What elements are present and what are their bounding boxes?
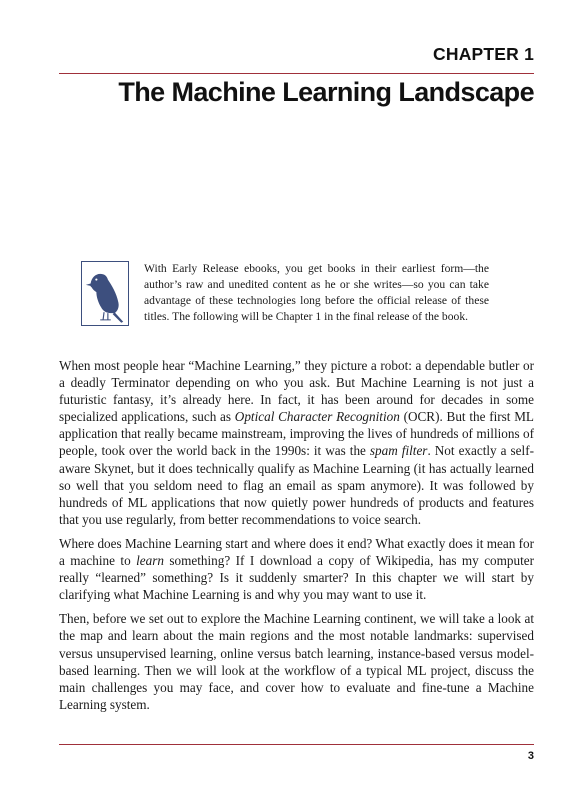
paragraph-2-part-a: Where does Machine Learning start and where does it end? What exactly does it mean for a machine to xyxy=(59,535,534,569)
paragraph-1 xyxy=(59,357,534,528)
paragraph-1-emphasis-spam: spam filter xyxy=(369,443,428,459)
crow-icon xyxy=(81,261,129,326)
page-number: 3 xyxy=(527,750,534,762)
footer-rule xyxy=(59,744,534,745)
paragraph-2 xyxy=(59,535,534,603)
paragraph-2-part-b: something? If I download a copy of Wikipedia, has my computer really “learned” something? Is it suddenly smarter? In this chapter we will start by clarifying what Machine Learning is and why you may want to use it. xyxy=(59,553,534,603)
paragraph-3: Then, before we set out to explore the Machine Learning continent, we will take a look at the map and learn about the main regions and the most notable landmarks: supervised versus unsupervised learning, online versus batch learning, instance-based versus model-based learning. Then we will look at the workflow of a typical ML project, discuss the main challenges you may face, and cover how to evaluate and fine-tune a Machine Learning system. xyxy=(59,611,534,712)
paragraph-1-part-a: When most people hear “Machine Learning,” they picture a robot: a dependable butler or a deadly Terminator depending on who you ask. But Machine Learning is not just a futuristic fantasy, it’s already here. In fact, it has been around for decades in some specialized applications, such as xyxy=(59,358,534,425)
header-rule xyxy=(59,73,534,74)
paragraph-1-part-c: . Not exactly a self-aware Skynet, but it does technically qualify as Machine Learning (it has actually learned so well that you seldom need to flag an email as spam anymore). It was followed by hundreds of ML applications that now quietly power hundreds of products and features that you use regularly, from better recommendations to voice search. xyxy=(59,443,534,527)
chapter-label: CHAPTER 1 xyxy=(433,44,534,64)
paragraph-2-emphasis-learn: learn xyxy=(136,553,164,569)
chapter-body xyxy=(59,357,534,720)
paragraph-1-part-b: (OCR). But the first ML application that really became mainstream, improving the lives of hundreds of millions of people, took over the world back in the 1990s: it was the xyxy=(59,409,534,459)
chapter-title: The Machine Learning Landscape xyxy=(118,77,534,107)
paragraph-1-emphasis-ocr: Optical Character Recognition xyxy=(234,409,400,425)
note-text: With Early Release ebooks, you get books in their earliest form—the author’s raw and unedited content as he or she writes—so you can take advantage of these technologies long before the official release of these titles. The following will be Chapter 1 in the final release of the book. xyxy=(144,262,489,324)
